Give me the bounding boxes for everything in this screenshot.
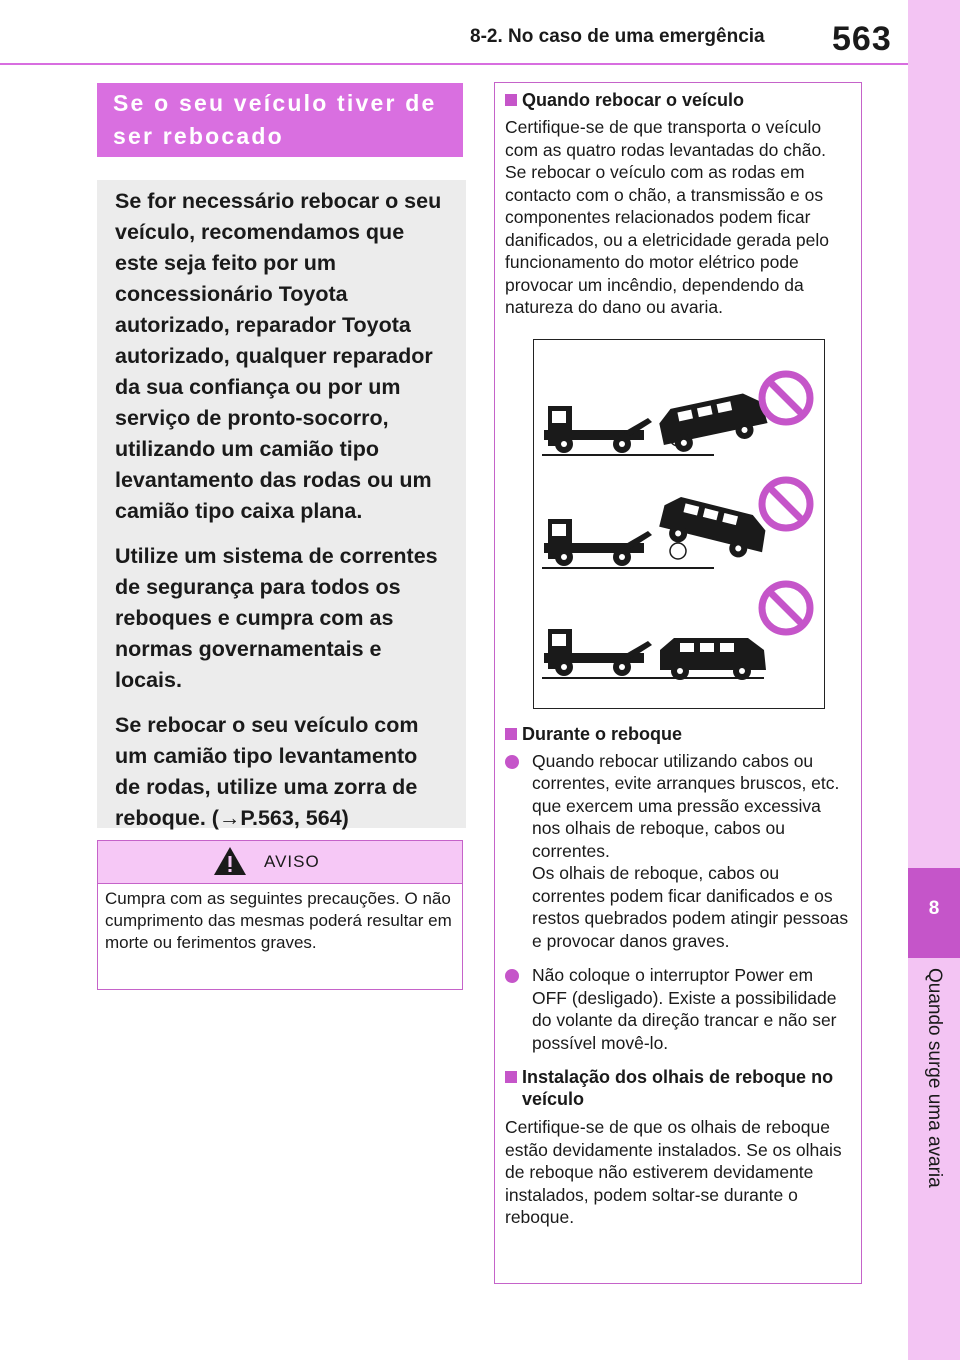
chapter-label <box>908 968 960 1228</box>
during-towing-heading: Durante o reboque <box>505 723 851 745</box>
tow-truck-icon <box>544 629 652 676</box>
during-towing-bullet-1 <box>505 750 851 953</box>
towing-instructions-box <box>494 82 862 1284</box>
warning-box <box>97 840 463 990</box>
during-towing-bullet-1-note: Os olhais de reboque, cabos ou correntes podem ficar danificados e os restos quebrados podem atingir pessoas e provocar danos graves. <box>532 863 849 951</box>
warning-triangle-icon <box>212 845 248 877</box>
car-icon <box>660 638 766 680</box>
towing-vehicle-heading: Quando rebocar o veículo <box>505 89 851 111</box>
prohibited-icon <box>762 584 810 632</box>
car-icon <box>657 389 770 455</box>
header-divider <box>0 63 908 65</box>
tow-row-2 <box>542 480 810 568</box>
towing-vehicle-text: Certifique-se de que transporta o veículo com as quatro rodas levantadas do chão. Se rebocar o veículo com as rodas em contacto com o chão, a transmissão e os componentes relacionados podem ficar danificados, ou a eletricidade gerada pelo funcionamento do motor elétrico pode provocar um incêndio, dependendo da natureza do dano ou avaria. <box>505 117 829 317</box>
tow-truck-icon <box>544 406 652 453</box>
tow-row-3 <box>542 584 810 680</box>
prohibited-icon <box>762 374 810 422</box>
chapter-number: 8 <box>928 898 940 919</box>
section-heading: Se o seu veículo tiver de ser rebocado <box>113 90 437 149</box>
tow-eyelet-heading: Instalação dos olhais de reboque no veículo <box>505 1066 851 1110</box>
intro-box <box>97 180 466 828</box>
tow-row-1 <box>542 374 810 456</box>
section-title: 8-2. No caso de uma emergência <box>470 26 765 47</box>
towing-prohibited-diagram <box>534 340 823 707</box>
intro-paragraph-3: Se rebocar o seu veículo com um camião tipo levantamento de rodas, utilize uma zorra de reboque. (→P.563, 564) <box>115 713 419 830</box>
prohibited-icon <box>762 480 810 528</box>
warning-label: AVISO <box>264 852 320 871</box>
towing-illustration <box>533 339 825 709</box>
during-towing-bullet-1-text: Quando rebocar utilizando cabos ou correntes, evite arranques bruscos, etc. que exercem uma pressão excessiva nos olhais de reboque, cabos ou correntes. <box>532 750 840 861</box>
section-heading-box <box>97 83 463 157</box>
warning-header <box>98 841 462 884</box>
page-number: 563 <box>832 20 892 58</box>
car-icon <box>657 493 771 562</box>
intro-paragraph-1: Se for necessário rebocar o seu veículo, recomendamos que este seja feito por um concessionário Toyota autorizado, reparador Toyota autorizado, qualquer reparador da sua confiança ou por um serviço de pronto-socorro, utilizando um camião tipo levantamento das rodas ou um camião tipo caixa plana. <box>115 189 442 523</box>
tow-truck-icon <box>544 519 652 566</box>
chapter-label-text: Quando surge uma avaria <box>924 968 945 1188</box>
intro-paragraph-2: Utilize um sistema de correntes de segurança para todos os reboques e cumpra com as normas governamentais e locais. <box>115 544 438 692</box>
during-towing-bullet-2: Não coloque o interruptor Power em OFF (desligado). Existe a possibilidade do volante da direção trancar e não ser possível movê-lo. <box>505 964 851 1054</box>
tow-eyelet-text: Certifique-se de que os olhais de reboque estão devidamente instalados. Se os olhais de reboque não estiverem devidamente instalados, podem soltar-se durante o reboque. <box>505 1117 842 1227</box>
warning-text: Cumpra com as seguintes precauções. O não cumprimento das mesmas poderá resultar em morte ou ferimentos graves. <box>105 889 452 952</box>
